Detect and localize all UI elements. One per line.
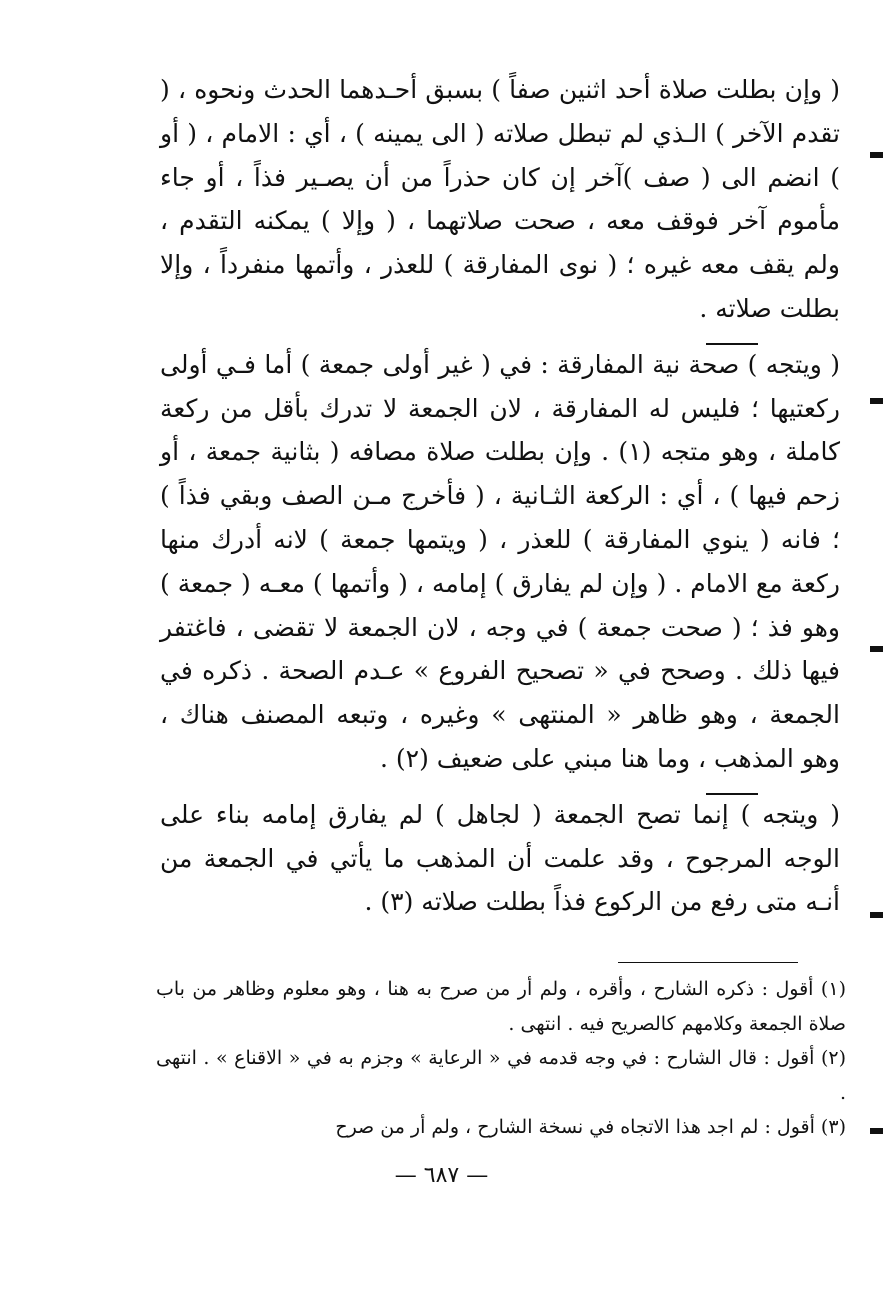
- margin-mark: [870, 912, 883, 918]
- footnotes: [156, 972, 846, 1145]
- footnote-separator: [618, 962, 798, 963]
- paragraph-1: ( وإن بطلت صلاة أحد اثنين صفاً ) بسبق أحـدهما الحدث ونحوه ، ( تقدم الآخر ) الـذي لم تبطل صلاته ( الى يمينه ) ، أي : الامام ، ( أو ) انضم الى ( صف )آخر إن كان حذراً من أن يصـير فذاً ، أو جاء مأموم آخر فوقف معه ، صحت صلاتهما ، ( وإلا ) يمكنه التقدم ، ولم يقف معه غيره ؛ ( نوى المفارقة ) للعذر ، وأتمها منفرداً ، وإلا بطلت صلاته .: [160, 75, 840, 323]
- margin-mark: [870, 152, 883, 158]
- page-number: — ٦٨٧ —: [394, 1163, 489, 1188]
- margin-mark: [870, 1128, 883, 1134]
- paragraph-2: ( ويتجه ) صحة نية المفارقة : في ( غير أولى جمعة ) أما فـي أولى ركعتيها ؛ فليس له المفارقة ، لان الجمعة لا تدرك بأقل من ركعة كاملة ، وهو متجه (١) . وإن بطلت صلاة مصافه ( بثانية جمعة ، أو زحم فيها ) ، أي : الركعة الثـانية ، ( فأخرج مـن الصف وبقي فذاً ) ؛ فانه ( ينوي المفارقة ) للعذر ، ( ويتمها جمعة ) لانه أدرك منها ركعة مع الامام . ( وإن لم يفارق ) إمامه ، ( وأتمها ) معـه ( جمعة ) وهو فذ ؛ ( صحت جمعة ) في وجه ، لان الجمعة لا تقضى ، فاغتفر فيها ذلك . وصحح في « تصحيح الفروع » عـدم الصحة . ذكره في الجمعة ، وهو ظاهر « المنتهى » وغيره ، وتبعه المصنف هناك ، وهو المذهب ، وما هنا مبني على ضعيف (٢) .: [160, 349, 840, 773]
- footnote-1: (١) أقول : ذكره الشارح ، وأقره ، ولم أر من صرح به هنا ، وهو معلوم وظاهر من باب صلاة الجمعة وكلامهم كالصريح فيه . انتهى .: [156, 978, 846, 1035]
- main-text: [160, 68, 840, 924]
- footnote-2: (٢) أقول : قال الشارح : في وجه قدمه في « الرعاية » وجزم به في « الاقناع » . انتهى .: [156, 1047, 846, 1104]
- paragraph-3: ( ويتجه ) إنما تصح الجمعة ( لجاهل ) لم يفارق إمامه بناء على الوجه المرجوح ، وقد علمت أن المذهب ما يأتي في الجمعة من أنـه متى رفع من الركوع فذاً بطلت صلاته (٣) .: [160, 799, 840, 917]
- footnote-3: (٣) أقول : لم اجد هذا الاتجاه في نسخة الشارح ، ولم أر من صرح: [335, 1116, 846, 1138]
- margin-mark: [870, 398, 883, 404]
- margin-mark: [870, 646, 883, 652]
